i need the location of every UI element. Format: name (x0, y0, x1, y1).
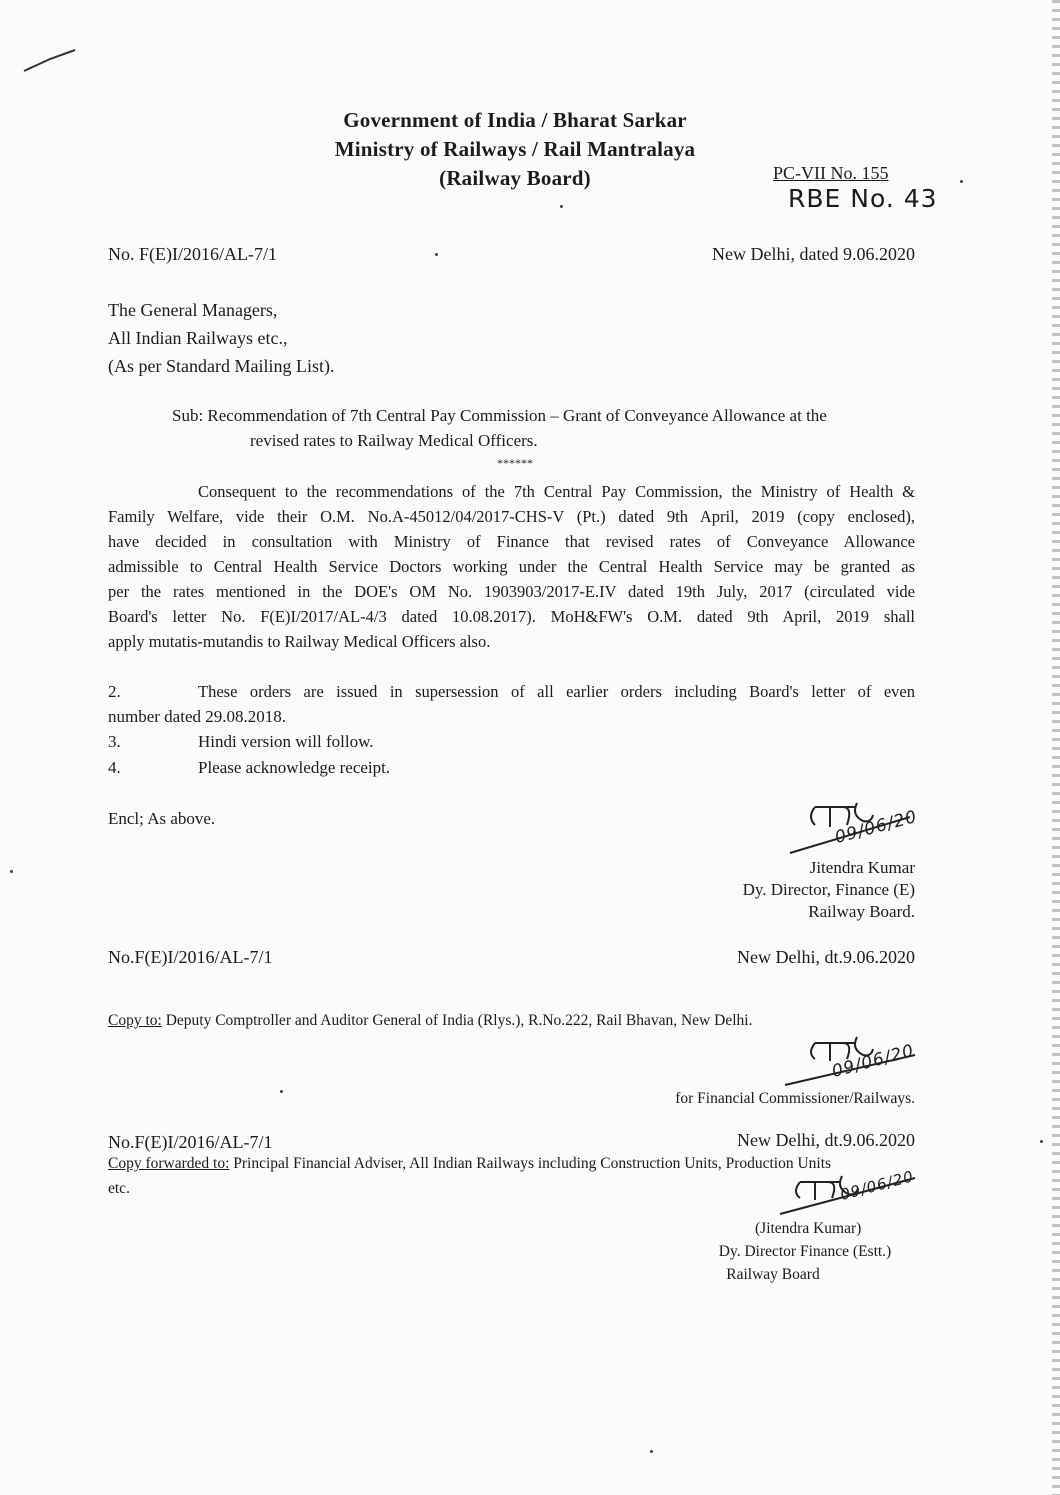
subject-line: revised rates to Railway Medical Officers. (250, 431, 538, 450)
copy2-date: New Delhi, dt.9.06.2020 (737, 1130, 915, 1150)
for-financial-commissioner: for Financial Commissioner/Railways. (675, 1090, 915, 1107)
paragraph-1-line: admissible to Central Health Service Doctors working under the Central Health Service may be granted as (108, 557, 915, 576)
paragraph-1-line: Family Welfare, vide their O.M. No.A-45012/04/2017-CHS-V (Pt.) dated 9th April, 2019 (copy enclosed), (108, 507, 915, 526)
pc-number: PC-VII No. 155 (773, 163, 889, 183)
copy2-label: Copy forwarded to: (108, 1155, 230, 1172)
copy2-line (108, 1155, 831, 1173)
addressee-line: All Indian Railways etc., (108, 328, 288, 348)
copy2-signature-date: 09/06/20 (838, 1167, 916, 1204)
copy2-recipient: Principal Financial Adviser, All Indian Railways including Construction Units, Production Units (229, 1155, 832, 1172)
separator: ****** (497, 456, 533, 470)
paragraph-4-number: 4. (108, 758, 121, 777)
paragraph-3: Hindi version will follow. (198, 732, 374, 751)
paragraph-1-line: Board's letter No. F(E)I/2017/AL-4/3 dated 10.08.2017). MoH&FW's O.M. dated 9th April, 2019 shall (108, 607, 915, 626)
file-number: No. F(E)I/2016/AL-7/1 (108, 244, 277, 264)
scan-speck (960, 180, 963, 183)
copy1-label: Copy to: (108, 1012, 162, 1029)
scan-speck (650, 1450, 653, 1453)
paragraph-3-number: 3. (108, 732, 121, 751)
signatory-organization: Railway Board. (808, 902, 915, 921)
scan-speck (280, 1090, 283, 1093)
header-board: (Railway Board) (439, 166, 591, 190)
letter-date: New Delhi, dated 9.06.2020 (712, 244, 915, 264)
addressee-line: (As per Standard Mailing List). (108, 356, 335, 376)
paragraph-2-number: 2. (108, 682, 121, 701)
signatory-title: Dy. Director, Finance (E) (742, 880, 915, 899)
paragraph-1-line: per the rates mentioned in the DOE's OM No. 1903903/2017-E.IV dated 19th July, 2017 (circulated vide (108, 582, 915, 601)
pen-mark (20, 45, 80, 75)
copy1-file-number: No.F(E)I/2016/AL-7/1 (108, 947, 273, 967)
paragraph-2-line: number dated 29.08.2018. (108, 707, 286, 726)
copy1-date: New Delhi, dt.9.06.2020 (737, 947, 915, 967)
paragraph-4: Please acknowledge receipt. (198, 758, 391, 777)
signature-date: 09/06/20 (832, 806, 920, 848)
copy2-signatory-title: Dy. Director Finance (Estt.) (718, 1243, 892, 1260)
addressee-line: The General Managers, (108, 300, 278, 320)
enclosure-note: Encl; As above. (108, 809, 216, 828)
signatory-name: Jitendra Kumar (809, 858, 915, 877)
scan-speck (560, 205, 563, 208)
copy2-line-2: etc. (108, 1180, 130, 1197)
paragraph-2-line: These orders are issued in supersession of all earlier orders including Board's letter of even (198, 682, 915, 701)
subject-line: Sub: Recommendation of 7th Central Pay Commission – Grant of Conveyance Allowance at the (172, 406, 827, 425)
scan-speck (435, 253, 438, 256)
scan-edge (1052, 0, 1060, 1495)
header-government: Government of India / Bharat Sarkar (343, 108, 687, 132)
scan-speck (1040, 1140, 1043, 1143)
scan-speck (10, 870, 13, 873)
paragraph-1-line: apply mutatis-mutandis to Railway Medical Officers also. (108, 632, 491, 651)
paragraph-1-line: Consequent to the recommendations of the 7th Central Pay Commission, the Ministry of Health & (198, 482, 915, 501)
copy1-signature-date: 09/06/20 (829, 1040, 917, 1082)
copy2-signatory-organization: Railway Board (726, 1266, 820, 1283)
copy2-file-number: No.F(E)I/2016/AL-7/1 (108, 1132, 273, 1152)
rbe-number: RBE No. 43 (788, 184, 938, 213)
copy1-line (108, 1012, 752, 1030)
paragraph-1-line: have decided in consultation with Ministry of Finance that revised rates of Conveyance Allowance (108, 532, 915, 551)
copy1-recipient: Deputy Comptroller and Auditor General of India (Rlys.), R.No.222, Rail Bhavan, New Delhi. (161, 1012, 753, 1029)
copy2-signatory-name: (Jitendra Kumar) (755, 1220, 862, 1237)
header-ministry: Ministry of Railways / Rail Mantralaya (334, 137, 696, 161)
